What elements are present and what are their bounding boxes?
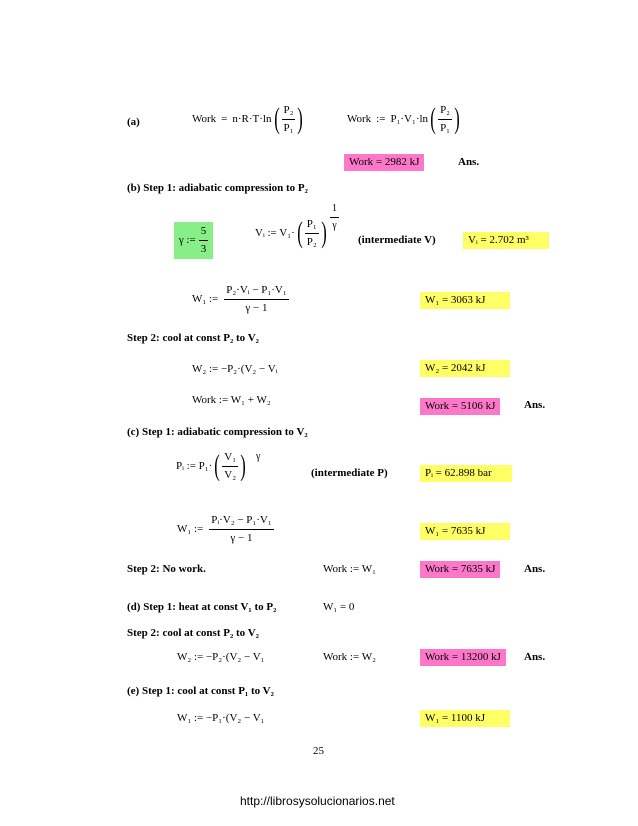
eq2-rhs-prefix: P₁·V₁·ln <box>390 112 429 125</box>
work-adiabatic-b-equation <box>192 284 289 314</box>
left-paren-icon: ( <box>430 102 436 136</box>
part-b-step2-heading: Step 2: cool at const P₂ to V₂ <box>127 332 259 344</box>
answer-mark-d: Ans. <box>524 651 546 663</box>
eq1-rhs-prefix: n·R·T·ln <box>232 112 272 125</box>
right-paren-icon: ) <box>240 449 246 483</box>
gamma-numerator: 5 <box>199 225 209 241</box>
gamma-fraction <box>199 225 209 255</box>
answer-mark-c: Ans. <box>524 563 546 575</box>
left-paren-icon: ( <box>273 102 280 136</box>
left-paren-icon: ( <box>214 449 221 483</box>
right-paren-icon: ) <box>320 216 327 250</box>
pressure-ratio-fraction <box>282 104 296 134</box>
fraction-denominator: P₁ <box>283 121 294 134</box>
w1-lhs: W₁ := <box>177 522 204 535</box>
work-result-d: Work = 13200 kJ <box>420 649 506 666</box>
eq1-lhs: Work <box>192 112 217 125</box>
eq2-operator: := <box>376 112 386 125</box>
gamma-definition <box>174 222 213 259</box>
right-paren-icon: ) <box>454 102 460 136</box>
vi-result: Vᵢ = 2.702 m³ <box>463 232 549 249</box>
part-e-step1-heading: (e) Step 1: cool at const P₁ to V₂ <box>127 685 274 697</box>
pressure-ratio-fraction <box>438 104 452 134</box>
part-d-step1-heading: (d) Step 1: heat at const V₁ to P₂ <box>127 601 277 613</box>
work-adiabatic-c-equation <box>177 514 274 544</box>
fraction-denominator: P₁ <box>440 121 451 134</box>
intermediate-p-note: (intermediate P) <box>311 467 388 479</box>
work-equation-c: Work := W₁ <box>323 563 376 575</box>
part-c-step2-heading: Step 2: No work. <box>127 563 206 575</box>
pi-exponent: γ <box>256 451 261 462</box>
answer-mark-a: Ans. <box>458 156 480 168</box>
answer-mark-b: Ans. <box>524 399 546 411</box>
vi-pressure-fraction <box>305 218 319 248</box>
fraction-denominator: P₂ <box>306 235 317 248</box>
intermediate-v-note: (intermediate V) <box>358 234 436 246</box>
w1-equation-e: W₁ := −P₁·(V₂ − V₁ <box>177 712 265 724</box>
work-isothermal-equation-2 <box>347 104 462 134</box>
part-c-step1-heading: (c) Step 1: adiabatic compression to V₂ <box>127 426 308 438</box>
w1-denominator: γ − 1 <box>230 531 253 544</box>
w1-denominator: γ − 1 <box>245 301 268 314</box>
work-sum-equation-b: Work := W₁ + W₂ <box>192 394 271 406</box>
eq1-operator: = <box>221 112 228 125</box>
intermediate-volume-equation <box>255 218 329 248</box>
pi-lhs: Pᵢ := P₁· <box>176 459 213 472</box>
fraction-denominator: V₂ <box>224 468 237 481</box>
w1-equation-d: W₁ = 0 <box>323 601 355 613</box>
eq2-lhs: Work <box>347 112 372 125</box>
w2-equation-b: W₂ := −P₂·(V₂ − Vᵢ <box>192 363 278 375</box>
w1-numerator: Pᵢ·V₂ − P₁·V₁ <box>209 514 273 530</box>
fraction-numerator: P₁ <box>305 218 319 234</box>
gamma-denominator: 3 <box>200 243 207 255</box>
vi-exponent-fraction <box>330 203 339 231</box>
right-paren-icon: ) <box>297 102 304 136</box>
w1-result-e: W₁ = 1100 kJ <box>420 710 510 727</box>
w1-result-c: W₁ = 7635 kJ <box>420 523 510 540</box>
intermediate-pressure-equation <box>176 451 248 481</box>
part-d-step2-heading: Step 2: cool at const P₂ to V₂ <box>127 627 259 639</box>
footer-url: http://librosysolucionarios.net <box>240 794 395 808</box>
w1-lhs: W₁ := <box>192 292 219 305</box>
exponent-denominator: γ <box>332 219 337 231</box>
exponent-numerator: 1 <box>330 203 339 218</box>
fraction-numerator: V₁ <box>222 451 238 467</box>
w1-fraction <box>224 284 288 314</box>
w2-equation-d: W₂ := −P₂·(V₂ − V₁ <box>177 651 265 663</box>
part-a-label: (a) <box>127 116 140 128</box>
gamma-lhs: γ := <box>178 234 196 246</box>
w1-result-b: W₁ = 3063 kJ <box>420 292 510 309</box>
work-equation-d: Work := W₂ <box>323 651 376 663</box>
work-result-a: Work = 2982 kJ <box>344 154 424 171</box>
pi-result: Pᵢ = 62.898 bar <box>420 465 512 482</box>
fraction-numerator: P₂ <box>282 104 296 120</box>
pi-volume-fraction <box>222 451 238 481</box>
part-b-step1-heading: (b) Step 1: adiabatic compression to P₂ <box>127 182 308 194</box>
page-number: 25 <box>313 745 324 757</box>
left-paren-icon: ( <box>297 216 303 250</box>
w2-result-b: W₂ = 2042 kJ <box>420 360 510 377</box>
fraction-numerator: P₂ <box>438 104 452 120</box>
w1-numerator: P₂·Vᵢ − P₁·V₁ <box>224 284 288 300</box>
vi-exponent <box>330 203 339 231</box>
work-isothermal-equation-1 <box>192 104 305 134</box>
vi-lhs: Vᵢ := V₁· <box>255 226 295 239</box>
w1-fraction <box>209 514 273 544</box>
work-result-c: Work = 7635 kJ <box>420 561 500 578</box>
work-result-b: Work = 5106 kJ <box>420 398 500 415</box>
